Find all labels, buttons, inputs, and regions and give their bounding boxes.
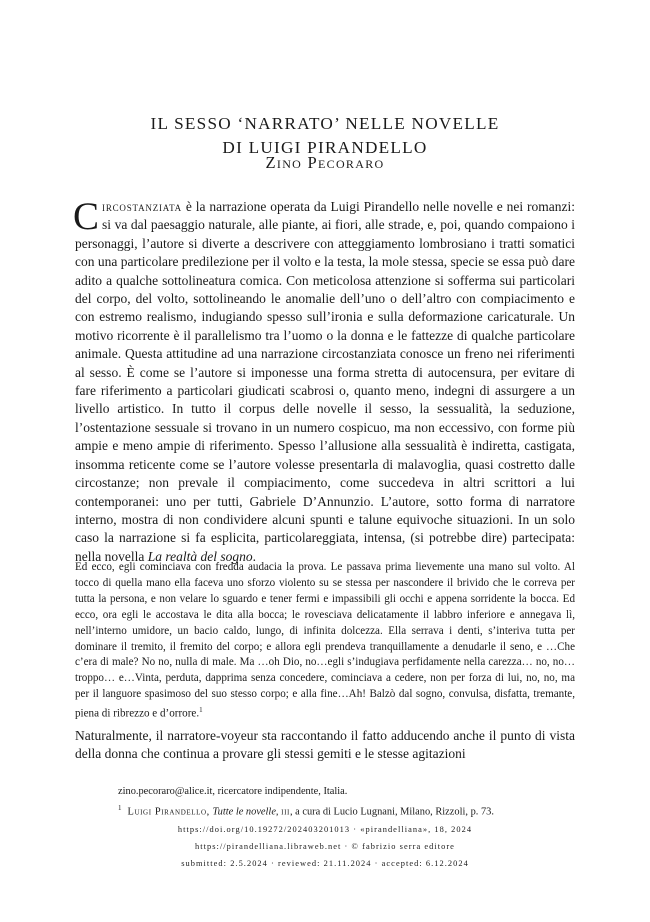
lead-word: ircostanziata <box>102 199 182 214</box>
dates-line: submitted: 2.5.2024 · reviewed: 21.11.2024 · accepted: 6.12.2024 <box>181 859 469 868</box>
footnote-title: Tutte le novelle, <box>212 806 279 818</box>
continuation-paragraph: Naturalmente, il narratore-voyeur sta raccontando il fatto adducendo anche il punto di vista della donna che continua a provare gli stessi gemiti e le stesse agitazioni <box>75 728 575 762</box>
footnote-1 <box>118 800 575 821</box>
doi-line[interactable]: https://doi.org/10.19272/202403201013 · «pirandelliana», 18, 2024 <box>177 825 473 834</box>
novella-title: La realtà del sogno <box>147 548 253 564</box>
footnote-author: Luigi Pirandello, <box>127 806 210 818</box>
title-line-2: DI LUIGI PIRANDELLO <box>222 137 428 157</box>
body-paragraph <box>73 195 575 566</box>
body-end: . <box>252 548 256 564</box>
footnote-number: 1 <box>118 804 122 813</box>
footnote-ref[interactable]: 1 <box>199 706 203 715</box>
footnote-rest: , a cura di Lucio Lugnani, Milano, Rizzoli, p. 73. <box>289 806 494 818</box>
footnote-volume: iii <box>281 806 290 818</box>
quote-text: Ed ecco, egli cominciava con fredda audacia la prova. Le passava prima lievemente una mano sul volto. Al tocco di quella mano ella faceva uno sforzo violento su se stessa per nascondere il brivido che le correva per tutta la persona, e non velare lo sguardo e tener fermi e impassibili gli occhi e appena sorridente la bocca. Ed ecco, ora egli le accostava le dita alla bocca; le rovesciava delicatamente il labbro inferiore e annegava lì, nell’interno umidore, un bacio caldo, lungo, di infinita dolcezza. Ella serrava i denti, s’interiva tutta per dominare il tremito, il fremito del corpo; e allora egli prendeva tranquillamente a denudarle il seno, e …Che c’era di male? No no, nulla di male. Ma …oh Dio, no…egli s’indugiava perfidamente nella carezza… no, no…troppo… e…Vinta, perduta, dapprima senza concedere, cominciava a cedere, non per forza di lui, no, no, ma per il languore spasimoso del suo stesso corpo; e alla fine…Ah! Balzò dal sogno, convulsa, disfatta, tremante, piena di ribrezzo e d’orrore. <box>75 561 575 720</box>
body-text: è la narrazione operata da Luigi Pirandello nelle novelle e nei romanzi: si va dal paesaggio naturale, alle piante, ai fiori, alle strade, e, poi, quando compaiono i personaggi, l’autore si diverte a descrivere con atteggiamento lombrosiano i tratti somatici con una particolare predilezione per il volto e la testa, la mole stessa, specie se essa può dare adito a qualche sottolineatura comica. Con meticolosa attenzione si sofferma sui particolari del corpo, del volto, sottolineando le anomalie dell’uno o dell’altro con compiacimento e con estremo realismo, indugiando spesso sull’ironia e sulla deformazione caricaturale. Un motivo ricorrente è il parallelismo tra l’uomo o la donna e le fattezze di qualche particolare animale. Questa attitudine ad una narrazione circostanziata conosce un freno nei riferimenti al sesso. È come se l’autore si imponesse una forma stretta di autocensura, per evitare di fare riferimento a particolari giudicati scabrosi o, quanto meno, indegni di assurgere a un livello artistico. In tutto il corpus delle novelle il sesso, la sessualità, la seduzione, l’ostentazione sessuale si trovano in un numero cospicuo, ma non eccessivo, con forme più ampie e meno ampie di riferimento. Spesso l’allusione alla sessualità è indiretta, castigata, insomma reticente come se l’autore volesse presentarla di malavoglia, quasi costretto dalle circostanze; non prevale il compiacimento, come succedeva in altri scrittori a lui contemporanei: uno per tutti, Gabriele D’Annunzio. L’autore, sotto forma di narratore interno, mostra di non condividere alcuni spunti e talune equivoche situazioni. In un solo caso la narrazione si fa esplicita, particolareggiata, intensa, (si potrebbe dire) partecipata: nella novella <box>75 199 575 564</box>
article-author: Zino Pecoraro <box>265 153 385 172</box>
drop-cap: C <box>73 195 100 238</box>
title-line-1: IL SESSO ‘NARRATO’ NELLE NOVELLE <box>150 113 500 133</box>
block-quote <box>75 560 575 723</box>
author-affiliation: zino.pecoraro@alice.it, ricercatore indipendente, Italia. <box>118 786 348 797</box>
site-line[interactable]: https://pirandelliana.libraweb.net · © fabrizio serra editore <box>195 842 455 851</box>
footnotes <box>118 783 575 821</box>
